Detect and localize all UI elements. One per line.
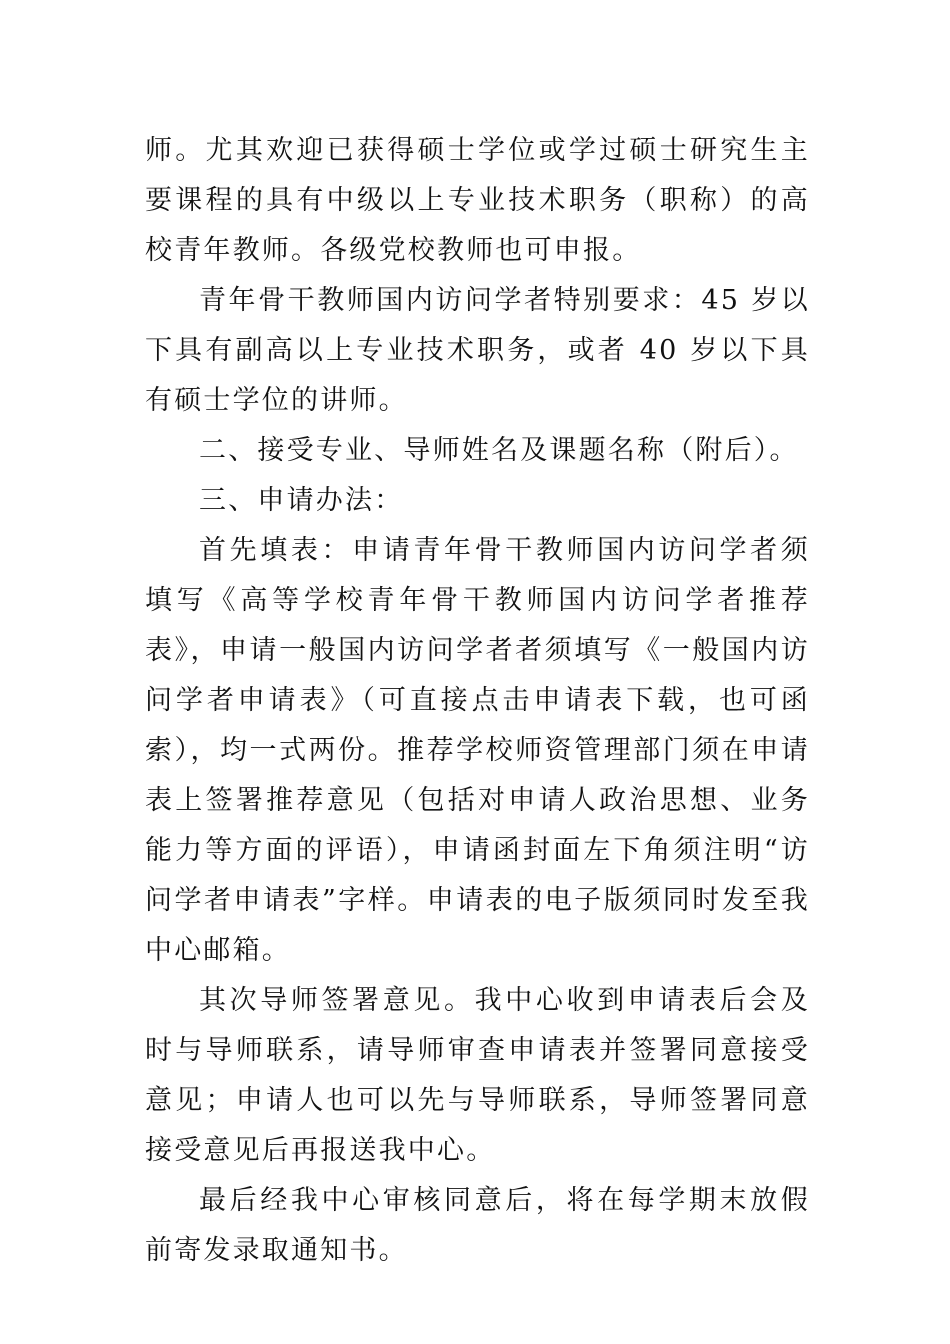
paragraph-supervisor-signature: 其次导师签署意见。我中心收到申请表后会及时与导师联系，请导师审查申请表并签署同意接受意见；申请人也可以先与导师联系，导师签署同意接受意见后再报送我中心。 <box>145 985 810 1166</box>
paragraph-admission-notice: 最后经我中心审核同意后，将在每学期末放假前寄发录取通知书。 <box>145 1185 810 1266</box>
paragraph-eligibility-continued: 师。尤其欢迎已获得硕士学位或学过硕士研究生主要课程的具有中级以上专业技术职务（职称）的高校青年教师。各级党校教师也可申报。 <box>145 135 810 266</box>
document-body <box>145 126 810 1276</box>
paragraph-special-requirements: 青年骨干教师国内访问学者特别要求：45 岁以下具有副高以上专业技术职务，或者 40 岁以下具有硕士学位的讲师。 <box>145 285 810 416</box>
section-heading-majors: 二、接受专业、导师姓名及课题名称（附后）。 <box>199 435 799 466</box>
section-heading-application: 三、申请办法： <box>199 485 404 516</box>
paragraph-fill-form: 首先填表：申请青年骨干教师国内访问学者须填写《高等学校青年骨干教师国内访问学者推荐表》，申请一般国内访问学者者须填写《一般国内访问学者申请表》（可直接点击申请表下载，也可函索），均一式两份。推荐学校师资管理部门须在申请表上签署推荐意见（包括对申请人政治思想、业务能力等方面的评语），申请函封面左下角须注明“访问学者申请表”字样。申请表的电子版须同时发至我中心邮箱。 <box>145 535 810 966</box>
